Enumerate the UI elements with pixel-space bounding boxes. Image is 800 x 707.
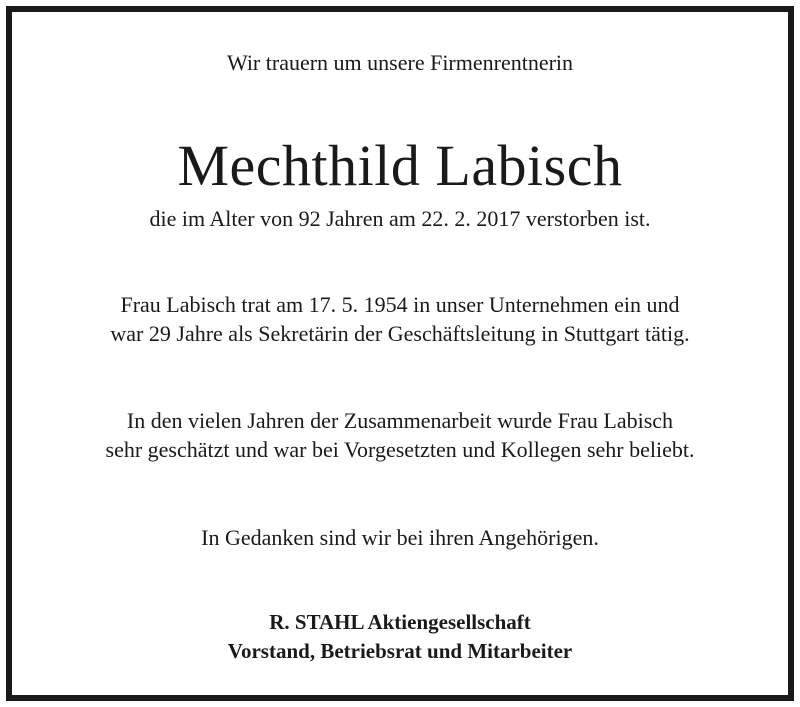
signature-company: R. STAHL Aktiengesellschaft xyxy=(269,610,531,634)
paragraph-employment-line-1: Frau Labisch trat am 17. 5. 1954 in unser Unternehmen ein und xyxy=(120,292,680,317)
age-date-line: die im Alter von 92 Jahren am 22. 2. 2017 verstorben ist. xyxy=(149,206,651,231)
paragraph-appreciation-line-1: In den vielen Jahren der Zusammenarbeit wurde Frau Labisch xyxy=(126,408,674,433)
deceased-name: Mechthild Labisch xyxy=(177,133,623,198)
signature-groups: Vorstand, Betriebsrat und Mitarbeiter xyxy=(227,639,573,663)
intro-line: Wir trauern um unsere Firmenrentnerin xyxy=(226,50,574,75)
paragraph-employment-line-2: war 29 Jahre als Sekretärin der Geschäftsleitung in Stuttgart tätig. xyxy=(110,321,690,346)
paragraph-appreciation-line-2: sehr geschätzt und war bei Vorgesetzten und Kollegen sehr beliebt. xyxy=(105,437,695,462)
obituary-notice xyxy=(6,6,794,701)
condolence-line: In Gedanken sind wir bei ihren Angehörigen. xyxy=(201,525,599,550)
